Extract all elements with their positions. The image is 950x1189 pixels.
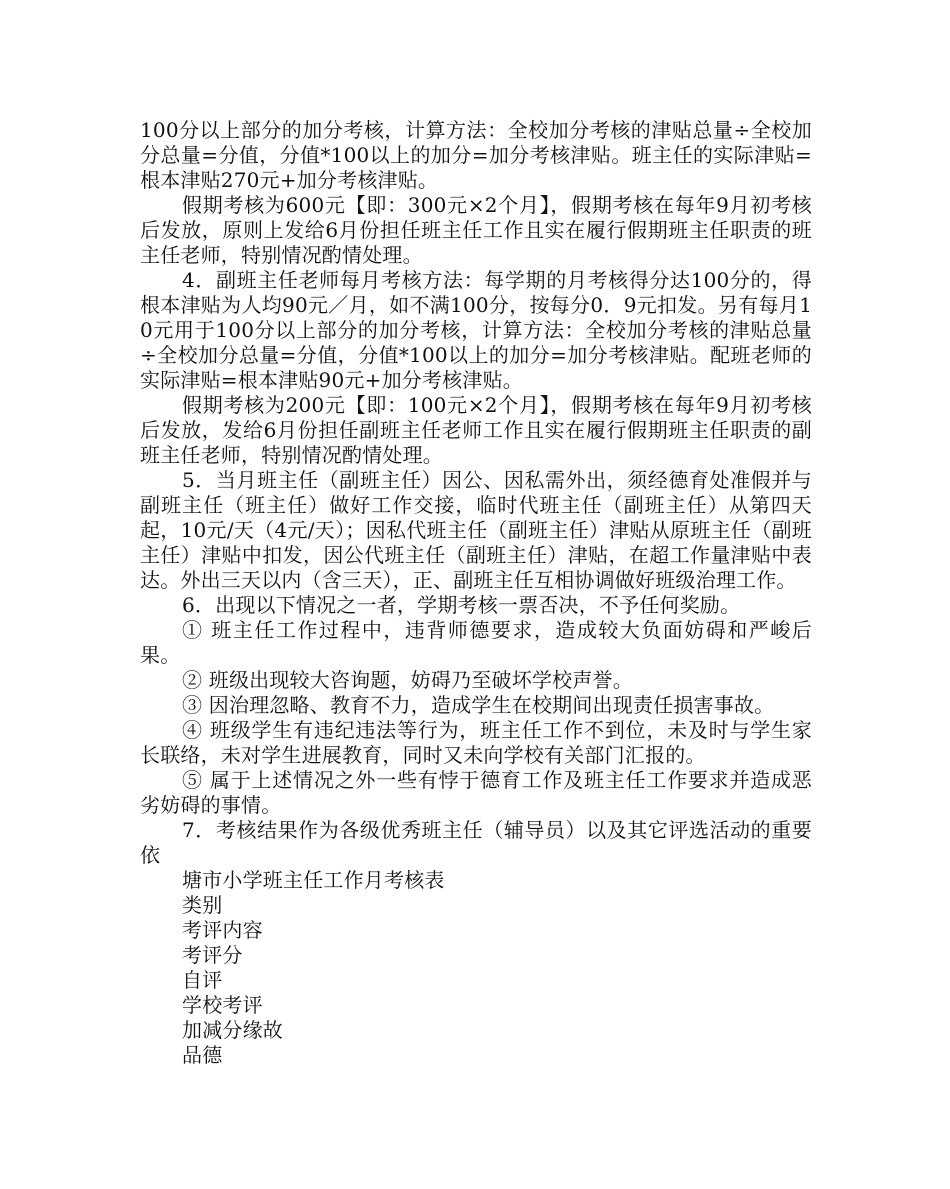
veto-item-5: ⑤ 属于上述情况之外一些有悖于德育工作及班主任工作要求并造成恶劣妨碍的事情。	[140, 768, 812, 817]
table-header-morality: 品德	[182, 1043, 223, 1067]
paragraph-bonus-calculation: 100分以上部分的加分考核，计算方法：全校加分考核的津贴总量÷全校加分总量=分值，分值*100以上的加分=加分考核津贴。班主任的实际津贴=根本津贴270元+加分考核津贴。	[140, 118, 812, 192]
paragraph-item-5: 5．当月班主任（副班主任）因公、因私需外出，须经德育处准假并与副班主任（班主任）做好工作交接，临时代班主任（副班主任）从第四天起，10元/天（4元/天）；因私代班主任（副班主任）津贴从原班主任（副班主任）津贴中扣发，因公代班主任（副班主任）津贴，在超工作量津贴中表达。外出三天以内（含三天），正、副班主任互相协调做好班级治理工作。	[140, 468, 812, 592]
paragraph-holiday-assessment-assistant: 假期考核为200元【即：100元×2个月】，假期考核在每年9月初考核后发放，发给6月份担任副班主任老师工作且实在履行假期班主任职责的副班主任老师，特别情况酌情处理。	[140, 393, 812, 467]
table-header-adjustment-reason: 加减分缘故	[182, 1018, 283, 1042]
paragraph-holiday-assessment-head-teacher: 假期考核为600元【即：300元×2个月】，假期考核在每年9月初考核后发放，原则上发给6月份担任班主任工作且实在履行假期班主任职责的班主任老师，特别情况酌情处理。	[140, 193, 812, 267]
paragraph-item-6: 6．出现以下情况之一者，学期考核一票否决，不予任何奖励。	[182, 593, 741, 617]
table-header-self-evaluation: 自评	[182, 968, 223, 992]
veto-item-2: ② 班级出现较大咨询题，妨碍乃至破坏学校声誉。	[182, 668, 633, 692]
table-title: 塘市小学班主任工作月考核表	[182, 868, 445, 892]
document-body	[140, 118, 812, 1068]
veto-item-3: ③ 因治理忽略、教育不力，造成学生在校期间出现责任损害事故。	[182, 693, 775, 717]
table-header-content: 考评内容	[182, 918, 263, 942]
table-header-category: 类别	[182, 893, 223, 917]
table-header-score: 考评分	[182, 943, 243, 967]
table-header-school-evaluation: 学校考评	[182, 993, 263, 1017]
paragraph-item-7: 7．考核结果作为各级优秀班主任（辅导员）以及其它评选活动的重要依	[140, 818, 812, 867]
veto-item-4: ④ 班级学生有违纪违法等行为，班主任工作不到位，未及时与学生家长联络，未对学生进展教育，同时又未向学校有关部门汇报的。	[140, 718, 812, 767]
paragraph-item-4: 4．副班主任老师每月考核方法：每学期的月考核得分达100分的，得根本津贴为人均90元／月，如不满100分，按每分0．9元扣发。另有每月10元用于100分以上部分的加分考核，计算方法：全校加分考核的津贴总量÷全校加分总量=分值，分值*100以上的加分=加分考核津贴。配班老师的实际津贴=根本津贴90元+加分考核津贴。	[140, 268, 812, 392]
veto-item-1: ① 班主任工作过程中，违背师德要求，造成较大负面妨碍和严峻后果。	[140, 618, 812, 667]
